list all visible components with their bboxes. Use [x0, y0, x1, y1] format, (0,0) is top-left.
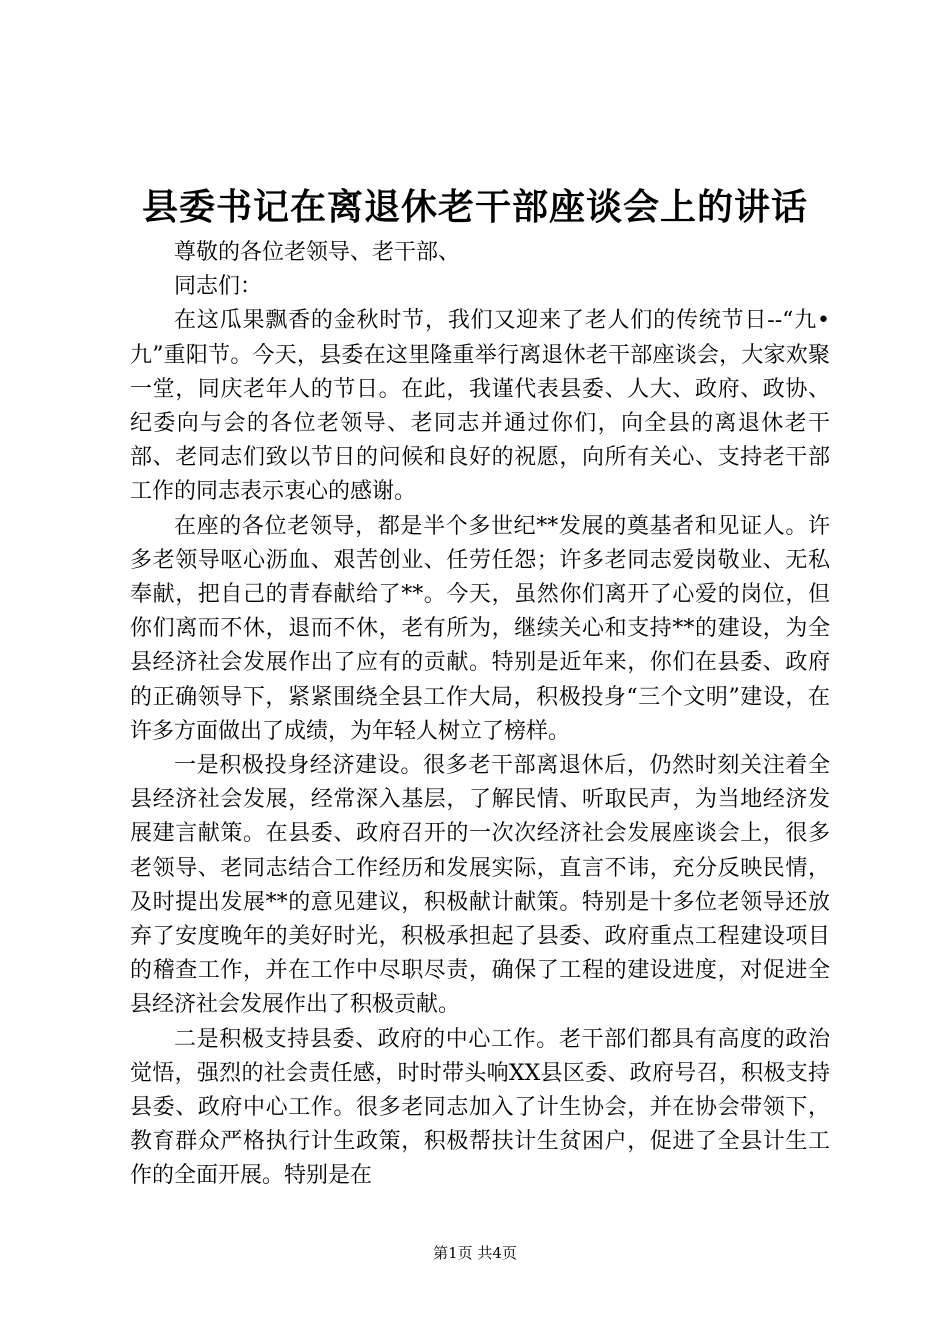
document-title: 县委书记在离退休老干部座谈会上的讲话: [141, 186, 808, 228]
body-paragraph: 二是积极支持县委、政府的中心工作。老干部们都具有高度的政治觉悟，强烈的社会责任感，时时带头响XX县区委、政府号召，积极支持县委、政府中心工作。很多老同志加入了计生协会，并在协会带领下，教育群众严格执行计生政策，积极帮扶计生贫困户，促进了全县计生工作的全面开展。特别是在: [130, 1026, 830, 1189]
body-paragraph: 在座的各位老领导，都是半个多世纪**发展的奠基者和见证人。许多老领导呕心沥血、艰苦创业、任劳任怨；许多老同志爱岗敬业、无私奉献，把自己的青春献给了**。今天，虽然你们离开了心爱的岗位，但你们离而不休，退而不休，老有所为，继续关心和支持**的建设，为全县经济社会发展作出了应有的贡献。特别是近年来，你们在县委、政府的正确领导下，紧紧围绕全县工作大局，积极投身“三个文明”建设，在许多方面做出了成绩，为年轻人树立了榜样。: [130, 513, 830, 744]
body-paragraph: 在这瓜果飘香的金秋时节，我们又迎来了老人们的传统节日--“九•九”重阳节。今天，县委在这里隆重举行离退休老干部座谈会，大家欢聚一堂，同庆老年人的节日。在此，我谨代表县委、人大、政府、政协、纪委向与会的各位老领导、老同志并通过你们，向全县的离退休老干部、老同志们致以节日的问候和良好的祝愿，向所有关心、支持老干部工作的同志表示衷心的感谢。: [130, 308, 830, 505]
salutation-line: 尊敬的各位老领导、老干部、: [174, 240, 461, 265]
page-number-label: 第1页 共4页: [433, 1244, 517, 1262]
document-body: [130, 236, 830, 1194]
body-paragraph: 一是积极投身经济建设。很多老干部离退休后，仍然时刻关注着全县经济社会发展，经常深入基层，了解民情、听取民声，为当地经济发展建言献策。在县委、政府召开的一次次经济社会发展座谈会上，很多老领导、老同志结合工作经历和发展实际，直言不讳，充分反映民情，及时提出发展**的意见建议，积极献计献策。特别是十多位老领导还放弃了安度晚年的美好时光，积极承担起了县委、政府重点工程建设项目的稽查工作，并在工作中尽职尽责，确保了工程的建设进度，对促进全县经济社会发展作出了积极贡献。: [130, 753, 830, 1018]
page-footer: [0, 1243, 950, 1263]
salutation-line: 同志们：: [174, 274, 263, 300]
